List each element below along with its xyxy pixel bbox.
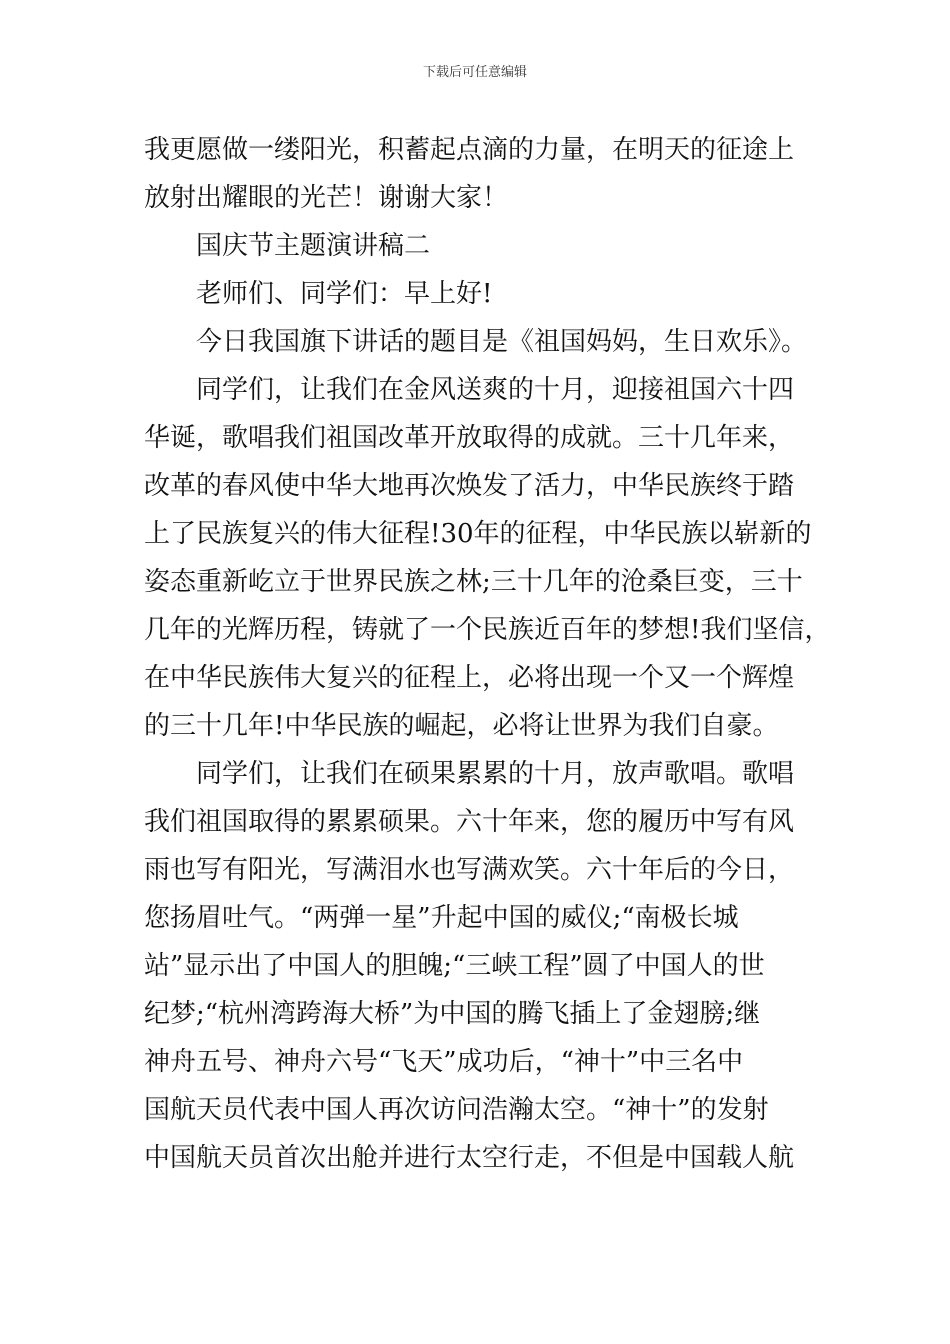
text-line: 华诞，歌唱我们祖国改革开放取得的成就。三十几年来， — [144, 423, 795, 453]
salutation: 老师们、同学们：早上好! — [196, 279, 493, 309]
text-line: 在中华民族伟大复兴的征程上，必将出现一个又一个辉煌 — [144, 663, 795, 693]
document-body — [144, 126, 834, 1182]
text-line: 改革的春风使中华大地再次焕发了活力，中华民族终于踏 — [144, 471, 795, 501]
text-line: 您扬眉吐气。“两弹一星”升起中国的威仪;“南极长城 — [144, 903, 739, 933]
text-line: 今日我国旗下讲话的题目是《祖国妈妈，生日欢乐》。 — [196, 327, 808, 357]
text-line: 我更愿做一缕阳光，积蓄起点滴的力量，在明天的征途上 — [144, 135, 795, 165]
text-line: 雨也写有阳光，写满泪水也写满欢笑。六十年后的今日， — [144, 855, 795, 885]
page-header: 下载后可任意编辑 — [422, 65, 527, 80]
text-line: 纪梦;“杭州湾跨海大桥”为中国的腾飞插上了金翅膀;继 — [144, 999, 761, 1029]
text-line: 放射出耀眼的光芒！谢谢大家！ — [144, 183, 509, 213]
text-line: 同学们，让我们在硕果累累的十月，放声歌唱。歌唱 — [196, 759, 795, 789]
text-line: 我们祖国取得的累累硕果。六十年来，您的履历中写有风 — [144, 807, 795, 837]
text-line: 上了民族复兴的伟大征程!30年的征程，中华民族以崭新的 — [144, 519, 812, 549]
text-line: 姿态重新屹立于世界民族之林;三十几年的沧桑巨变，三十 — [144, 567, 803, 597]
text-line: 神舟五号、神舟六号“飞天”成功后，“神十”中三名中 — [144, 1047, 744, 1077]
text-line: 几年的光辉历程，铸就了一个民族近百年的梦想!我们坚信， — [144, 615, 831, 645]
text-line: 站”显示出了中国人的胆魄;“三峡工程”圆了中国人的世 — [144, 951, 765, 981]
text-line: 同学们，让我们在金风送爽的十月，迎接祖国六十四 — [196, 375, 795, 405]
text-line: 的三十几年!中华民族的崛起，必将让世界为我们自豪。 — [144, 711, 779, 741]
section-title: 国庆节主题演讲稿二 — [196, 231, 431, 261]
text-line: 中国航天员首次出舱并进行太空行走，不但是中国载人航 — [144, 1143, 795, 1173]
text-line: 国航天员代表中国人再次访问浩瀚太空。“神十”的发射 — [144, 1095, 769, 1125]
